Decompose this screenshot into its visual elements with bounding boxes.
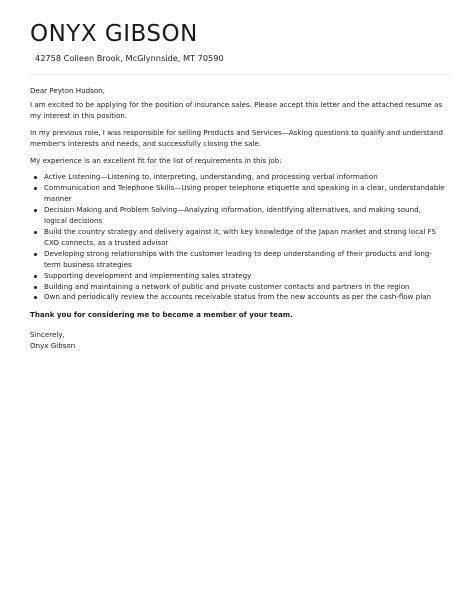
list-item: Supporting development and implementing sales strategy: [43, 271, 446, 282]
requirements-list: [30, 172, 446, 303]
header-divider: [30, 74, 450, 75]
applicant-address: 42758 Colleen Brook, McGlynnside, MT 70590: [35, 53, 224, 63]
signoff-block: [30, 330, 446, 352]
list-item: Communication and Telephone Skills—Using proper telephone etiquette and speaking in a clear, understandable manner: [44, 183, 445, 204]
list-item: Own and periodically review the accounts receivable status from the new accounts as per the cash-flow plan: [43, 292, 446, 303]
list-item: Decision Making and Problem Solving—Analyzing information, identifying alternatives, and making sound, logical decisions: [43, 205, 446, 227]
list-item: Build the country strategy and delivery against it, with key knowledge of the Japan market and strong local FS CXO connects, as a trusted advisor: [43, 227, 446, 249]
list-item: Building and maintaining a network of public and private customer contacts and partners in the region: [43, 282, 446, 293]
paragraph-previous-role: In my previous role, I was responsible for selling Products and Services—Asking questions to qualify and understand member's interests and needs, and successfully closing the sale.: [30, 127, 443, 148]
signoff: Sincerely,: [30, 330, 65, 340]
list-item: Active Listening—Listening to, interpreting, understanding, and processing verbal information: [43, 172, 446, 183]
applicant-name: ONYX GIBSON: [30, 21, 198, 47]
closing-line: Thank you for considering me to become a member of your team.: [30, 310, 293, 320]
salutation: Dear Peyton Hudson,: [30, 86, 105, 95]
paragraph-requirements-intro: My experience is an excellent fit for the list of requirements in this job:: [30, 155, 282, 165]
letter-body: [30, 86, 446, 352]
paragraph-intro: I am excited to be applying for the position of insurance sales. Please accept this letter and the attached resume as my interest in this position.: [30, 99, 443, 120]
list-item: Developing strong relationships with the customer leading to deep understanding of their products and long-term business strategies: [43, 249, 446, 271]
signature-name: Onyx Gibson: [30, 341, 76, 351]
